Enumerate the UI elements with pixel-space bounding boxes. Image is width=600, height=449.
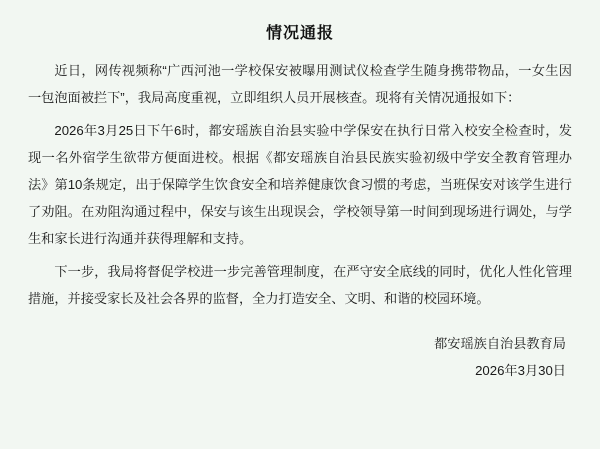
page-title: 情况通报	[265, 25, 334, 42]
paragraph-1: 近日，网传视频称“广西河池一学校保安被曝用测试仪检查学生随身携带物品，一女生因一包泡面被拦下”，我局高度重视，立即组织人员开展核查。现将有关情况通报如下：	[28, 63, 572, 105]
paragraph-3: 下一步，我局将督促学校进一步完善管理制度，在严守安全底线的同时，优化人性化管理措施，并接受家长及社会各界的监督，全力打造安全、文明、和谐的校园环境。	[28, 264, 572, 306]
signature-block	[28, 330, 572, 384]
issue-date: 2026年3月30日	[475, 363, 566, 378]
issuer-name: 都安瑶族自治县教育局	[434, 336, 566, 351]
paragraph-2: 2026年3月25日下午6时，都安瑶族自治县实验中学保安在执行日常入校安全检查时，发现一名外宿学生欲带方便面进校。根据《都安瑶族自治县民族实验初级中学安全教育管理办法》第10条规定，出于保障学生饮食安全和培养健康饮食习惯的考虑，当班保安对该学生进行了劝阻。在劝阻沟通过程中，保安与该生出现误会，学校领导第一时间到现场进行调处，与学生和家长进行沟通并获得理解和支持。	[28, 123, 572, 246]
